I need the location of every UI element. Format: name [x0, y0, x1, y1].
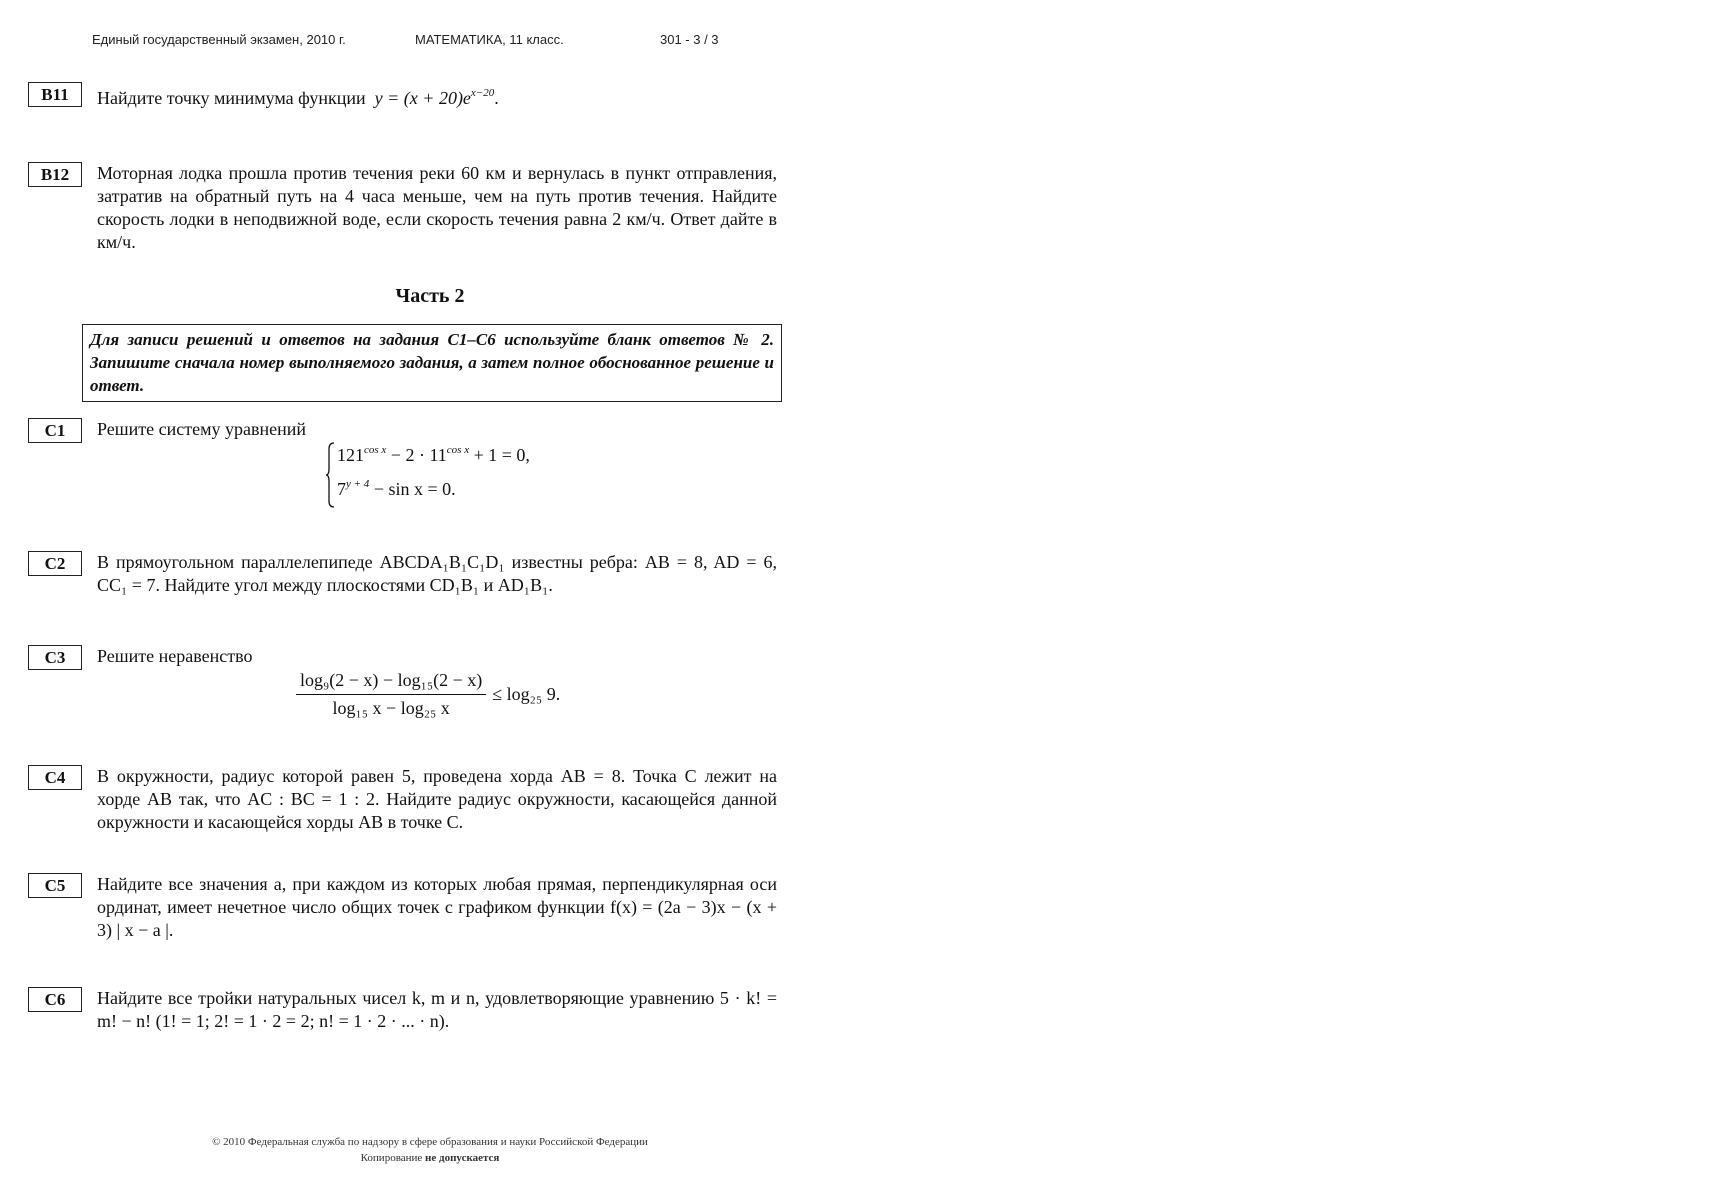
task-label-b11: B11 [28, 82, 82, 107]
task-c1 [97, 418, 777, 441]
task-label-c1: C1 [28, 418, 82, 443]
fraction-denominator: log₁₅ x − log₂₅ x [332, 698, 450, 718]
part-title: Часть 2 [395, 285, 465, 307]
task-b11-text: Найдите точку минимума функции [97, 88, 366, 108]
task-b11 [97, 82, 777, 110]
footer-copyright: © 2010 Федеральная служба по надзору в сфере образования и науки Российской Федерации [212, 1136, 648, 1148]
task-label-c2: C2 [28, 551, 82, 576]
footer-copy-note: Копирование не допускается [360, 1152, 500, 1164]
task-c4 [97, 765, 777, 834]
instruction-note [82, 324, 782, 402]
task-c3 [97, 645, 777, 668]
task-c4-text: В окружности, радиус которой равен 5, проведена хорда AB = 8. Точка C лежит на хорде AB так, что AC : BC = 1 : 2. Найдите радиус окружности, касающейся данной окружности и касающейся хорды AB в точке C. [97, 766, 777, 832]
inequality-rhs: ≤ log₂₅ 9. [492, 684, 561, 704]
task-c2 [97, 551, 777, 597]
task-b11-formula-exp: x−20 [470, 87, 495, 99]
task-c5-text: Найдите все значения a, при каждом из которых любая прямая, перпендикулярная оси ординат, имеет нечетное число общих точек с графиком функции f(x) = (2a − 3)x − (x + 3) | x − a |. [97, 874, 777, 940]
task-b11-formula: y = (x + 20)e [374, 88, 471, 108]
task-b11-tail: . [494, 88, 499, 108]
task-c5 [97, 873, 777, 942]
task-label-c4: C4 [28, 765, 82, 790]
task-c1-text: Решите систему уравнений [97, 419, 306, 439]
task-label-c6: C6 [28, 987, 82, 1012]
header-exam: Единый государственный экзамен, 2010 г. [92, 32, 346, 47]
instruction-note-text: Для записи решений и ответов на задания С1–С6 используйте бланк ответов № 2. Запишите сначала номер выполняемого задания, а затем полное обоснованное решение и ответ. [90, 330, 774, 395]
task-label-c5: C5 [28, 873, 82, 898]
task-c3-text: Решите неравенство [97, 646, 253, 666]
task-c6 [97, 987, 777, 1033]
task-b12 [97, 162, 777, 254]
header-page: 301 - 3 / 3 [660, 32, 719, 47]
inequality-formula [296, 670, 560, 719]
system-equation-1: $121^{cos x} - 2 \cdot 11^{cos x} + 1 = 0$, [337, 444, 530, 465]
task-c6-text: Найдите все тройки натуральных чисел k, m и n, удовлетворяющие уравнению 5 · k! = m! − n! (1! = 1; 2! = 1 · 2 = 2; n! = 1 · 2 · ... · n). [97, 988, 777, 1031]
task-label-c3: C3 [28, 645, 82, 670]
inequality-fraction [296, 670, 486, 719]
task-label-b12: B12 [28, 162, 82, 187]
system-brace [325, 442, 335, 508]
system-equation-2: $7^{y + 4} - \sin x = 0$. [337, 478, 456, 499]
task-b12-text: Моторная лодка прошла против течения реки 60 км и вернулась в пункт отправления, затратив на обратный путь на 4 часа меньше, чем на путь против течения. Найдите скорость лодки в неподвижной воде, если скорость течения равна 2 км/ч. Ответ дайте в км/ч. [97, 163, 777, 252]
task-c2-text: В прямоугольном параллелепипеде ABCDA₁B₁C₁D₁ известны ребра: AB = 8, AD = 6, CC₁ = 7. Найдите угол между плоскостями CD₁B₁ и AD₁B₁. [97, 552, 777, 595]
fraction-numerator: log₉(2 − x) − log₁₅(2 − x) [296, 670, 486, 695]
header-subject: МАТЕМАТИКА, 11 класс. [415, 32, 564, 47]
